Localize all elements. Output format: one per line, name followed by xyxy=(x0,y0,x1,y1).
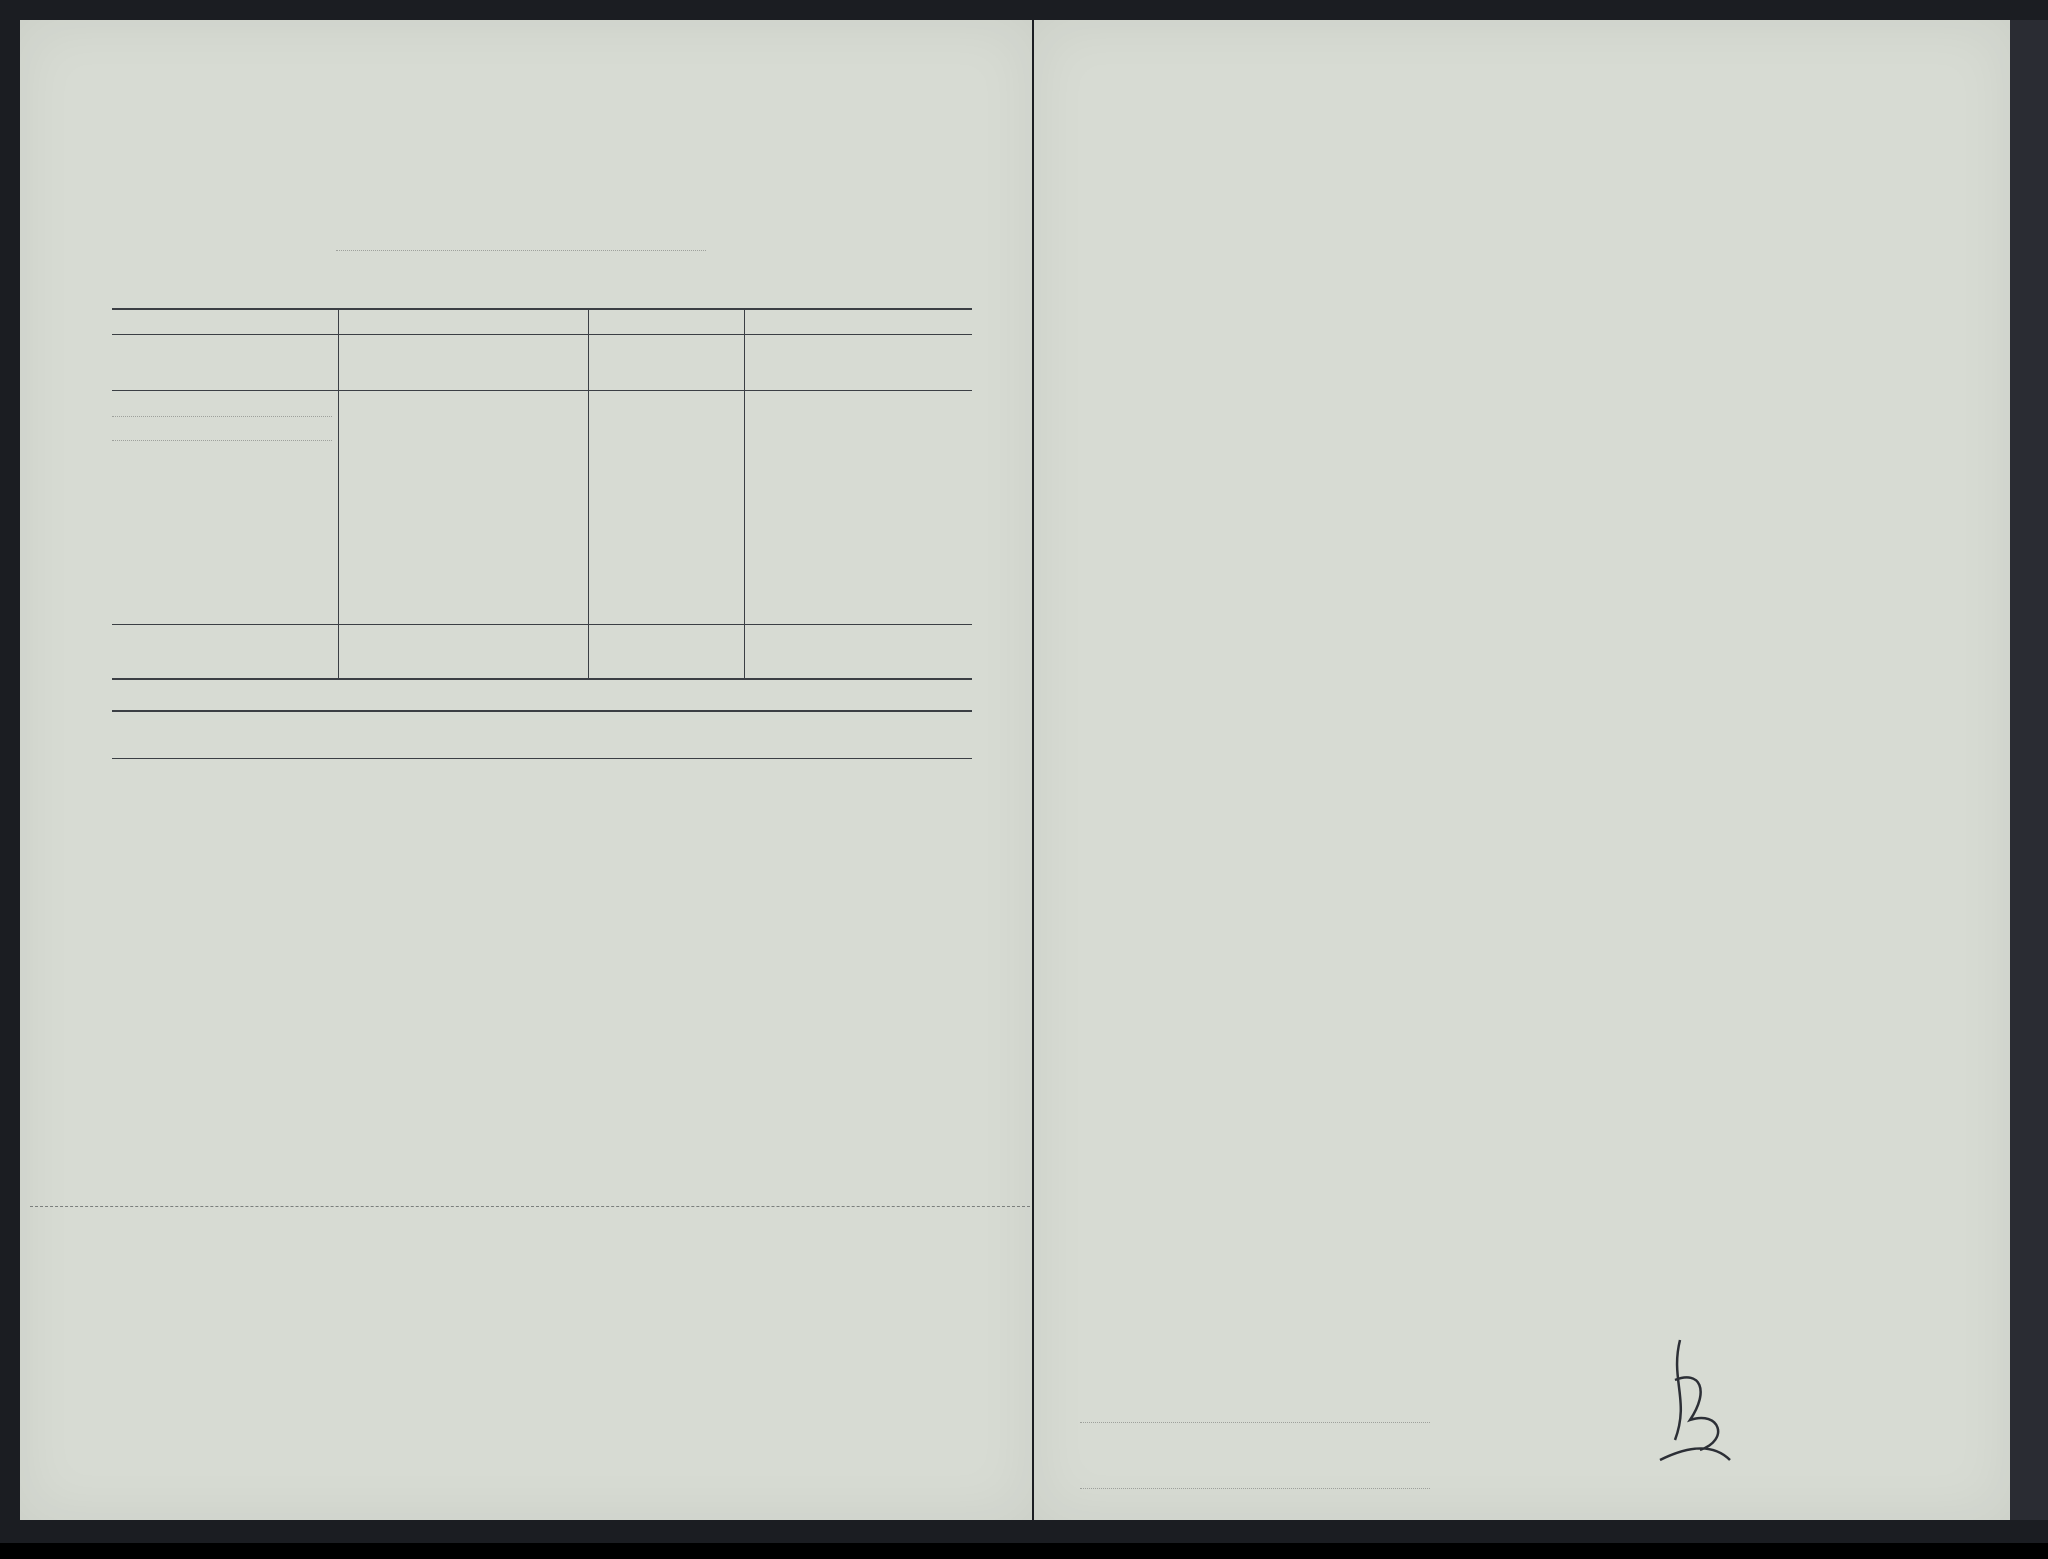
form-page-1 xyxy=(20,20,1032,1520)
signature-image xyxy=(1630,1320,1750,1480)
binder-edge xyxy=(2010,20,2048,1520)
form-page-2 xyxy=(1034,20,2010,1520)
archive-footer xyxy=(0,1543,2048,1559)
